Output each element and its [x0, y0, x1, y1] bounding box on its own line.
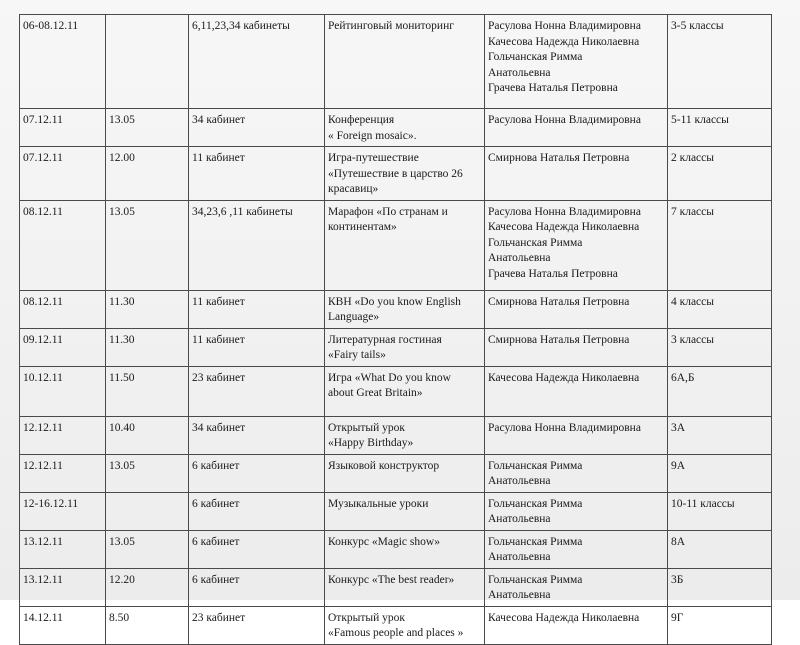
event-cell: [325, 606, 485, 644]
event-cell-line: Литературная гостиная: [328, 333, 442, 346]
event-cell-line: «Happy Birthday»: [328, 437, 414, 449]
table-row: [20, 328, 772, 366]
teacher-cell-line: Гольчанская Римма: [488, 535, 583, 548]
table-row: [20, 416, 772, 454]
teacher-cell-line: Качесова Надежда Николаевна: [488, 35, 640, 48]
event-cell: [325, 109, 485, 147]
event-cell-line: «Fairy tails»: [328, 349, 386, 361]
teacher-cell-line: Расулова Нонна Владимировна: [488, 20, 641, 32]
event-cell: [325, 416, 485, 454]
teacher-cell-line: Смирнова Наталья Петровна: [488, 333, 630, 346]
date-cell: 07.12.11: [20, 109, 106, 147]
teacher-cell-line: Анатольевна: [488, 66, 551, 79]
event-cell: [325, 492, 485, 530]
event-cell-line: Открытый урок: [328, 421, 406, 434]
table-row: [20, 147, 772, 201]
teacher-cell-line: Расулова Нонна Владимировна: [488, 114, 641, 126]
teacher-cell-line: Анатольевна: [488, 252, 551, 264]
teacher-cell: [485, 147, 668, 201]
room-cell: 6 кабинет: [189, 492, 325, 530]
teacher-cell: [485, 328, 668, 366]
teacher-cell-line: Анатольевна: [488, 475, 551, 487]
date-cell: 08.12.11: [20, 290, 106, 328]
teacher-cell: [485, 606, 668, 644]
date-cell: 13.12.11: [20, 530, 106, 568]
teacher-cell-line: Смирнова Наталья Петровна: [488, 295, 630, 308]
grade-cell: 5-11 классы: [668, 109, 772, 147]
grade-cell: 9Г: [668, 606, 772, 644]
room-cell: 23 кабинет: [189, 366, 325, 416]
time-cell: 12.00: [106, 147, 189, 201]
table-row: [20, 454, 772, 492]
date-cell: 06-08.12.11: [20, 15, 106, 109]
teacher-cell: [485, 568, 668, 606]
schedule-table: [19, 14, 772, 645]
event-cell: [325, 15, 485, 109]
teacher-cell-line: Смирнова Наталья Петровна: [488, 152, 630, 164]
event-cell-line: Конкурс «Magic show»: [328, 535, 440, 548]
teacher-cell-line: Грачева Наталья Петровна: [488, 82, 618, 94]
grade-cell: 9А: [668, 454, 772, 492]
room-cell: 23 кабинет: [189, 606, 325, 644]
grade-cell: 2 классы: [668, 147, 772, 201]
room-cell: 11 кабинет: [189, 328, 325, 366]
teacher-cell: [485, 530, 668, 568]
teacher-cell-line: Качесова Надежда Николаевна: [488, 221, 640, 233]
teacher-cell: [485, 416, 668, 454]
teacher-cell: [485, 109, 668, 147]
event-cell-line: Языковой конструктор: [328, 459, 440, 472]
teacher-cell-line: Гольчанская Римма: [488, 497, 583, 510]
room-cell: 34,23,6 ,11 кабинеты: [189, 200, 325, 290]
date-cell: 10.12.11: [20, 366, 106, 416]
event-cell-line: Language»: [328, 311, 380, 323]
grade-cell: 3 классы: [668, 328, 772, 366]
table-row: [20, 530, 772, 568]
room-cell: 11 кабинет: [189, 290, 325, 328]
grade-cell: 3Б: [668, 568, 772, 606]
teacher-cell-line: Гольчанская Римма: [488, 236, 583, 249]
time-cell: 10.40: [106, 416, 189, 454]
room-cell: 6 кабинет: [189, 530, 325, 568]
room-cell: 6 кабинет: [189, 568, 325, 606]
grade-cell: 7 классы: [668, 200, 772, 290]
time-cell: [106, 492, 189, 530]
grade-cell: 6А,Б: [668, 366, 772, 416]
event-cell-line: Игра-путешествие: [328, 152, 419, 164]
teacher-cell-line: Гольчанская Римма: [488, 573, 583, 586]
teacher-cell: [485, 15, 668, 109]
table-row: [20, 290, 772, 328]
table-row: [20, 200, 772, 290]
table-row: [20, 492, 772, 530]
event-cell: [325, 290, 485, 328]
event-cell-line: Открытый урок: [328, 611, 406, 624]
event-cell-line: « Foreign mosaic».: [328, 129, 417, 142]
time-cell: 13.05: [106, 454, 189, 492]
date-cell: 09.12.11: [20, 328, 106, 366]
event-cell-line: красавиц»: [328, 183, 379, 195]
event-cell: [325, 147, 485, 201]
teacher-cell-line: Гольчанская Римма: [488, 51, 583, 63]
event-cell-line: «Famous people and places »: [328, 627, 464, 639]
event-cell: [325, 568, 485, 606]
event-cell: [325, 366, 485, 416]
event-cell: [325, 328, 485, 366]
room-cell: 6 кабинет: [189, 454, 325, 492]
teacher-cell-line: Качесова Надежда Николаевна: [488, 371, 640, 384]
table-row: [20, 15, 772, 109]
time-cell: 13.05: [106, 200, 189, 290]
grade-cell: 3-5 классы: [668, 15, 772, 109]
teacher-cell-line: Гольчанская Римма: [488, 459, 583, 472]
event-cell-line: Рейтинговый мониторинг: [328, 20, 454, 32]
grade-cell: 4 классы: [668, 290, 772, 328]
table-row: [20, 109, 772, 147]
time-cell: 12.20: [106, 568, 189, 606]
time-cell: 11.30: [106, 328, 189, 366]
date-cell: 14.12.11: [20, 606, 106, 644]
schedule-body: [20, 15, 772, 645]
event-cell-line: Игра «What Do you know: [328, 371, 451, 384]
event-cell-line: Конференция: [328, 114, 395, 126]
grade-cell: 3А: [668, 416, 772, 454]
teacher-cell: [485, 454, 668, 492]
event-cell-line: Конкурс «The best reader»: [328, 573, 455, 586]
teacher-cell: [485, 366, 668, 416]
teacher-cell-line: Качесова Надежда Николаевна: [488, 611, 640, 624]
teacher-cell-line: Расулова Нонна Владимировна: [488, 421, 641, 434]
table-row: [20, 568, 772, 606]
time-cell: 13.05: [106, 109, 189, 147]
date-cell: 07.12.11: [20, 147, 106, 201]
teacher-cell-line: Анатольевна: [488, 551, 551, 563]
date-cell: 08.12.11: [20, 200, 106, 290]
event-cell: [325, 200, 485, 290]
teacher-cell: [485, 290, 668, 328]
room-cell: 11 кабинет: [189, 147, 325, 201]
teacher-cell-line: Расулова Нонна Владимировна: [488, 205, 641, 218]
table-row: [20, 366, 772, 416]
event-cell: [325, 530, 485, 568]
table-row: [20, 606, 772, 644]
time-cell: 11.30: [106, 290, 189, 328]
event-cell-line: КВН «Do you know English: [328, 295, 461, 308]
date-cell: 13.12.11: [20, 568, 106, 606]
event-cell-line: континентам»: [328, 221, 397, 233]
event-cell-line: about Great Britain»: [328, 387, 423, 399]
grade-cell: 8А: [668, 530, 772, 568]
event-cell-line: «Путешествие в царство 26: [328, 167, 463, 180]
teacher-cell-line: Грачева Наталья Петровна: [488, 267, 618, 280]
room-cell: 6,11,23,34 кабинеты: [189, 15, 325, 109]
date-cell: 12.12.11: [20, 454, 106, 492]
time-cell: [106, 15, 189, 109]
teacher-cell-line: Анатольевна: [488, 589, 551, 601]
event-cell-line: Музыкальные уроки: [328, 497, 429, 510]
date-cell: 12-16.12.11: [20, 492, 106, 530]
teacher-cell: [485, 200, 668, 290]
time-cell: 13.05: [106, 530, 189, 568]
event-cell-line: Марафон «По странам и: [328, 205, 448, 218]
teacher-cell: [485, 492, 668, 530]
event-cell: [325, 454, 485, 492]
date-cell: 12.12.11: [20, 416, 106, 454]
teacher-cell-line: Анатольевна: [488, 513, 551, 525]
time-cell: 11.50: [106, 366, 189, 416]
room-cell: 34 кабинет: [189, 109, 325, 147]
room-cell: 34 кабинет: [189, 416, 325, 454]
grade-cell: 10-11 классы: [668, 492, 772, 530]
time-cell: 8.50: [106, 606, 189, 644]
